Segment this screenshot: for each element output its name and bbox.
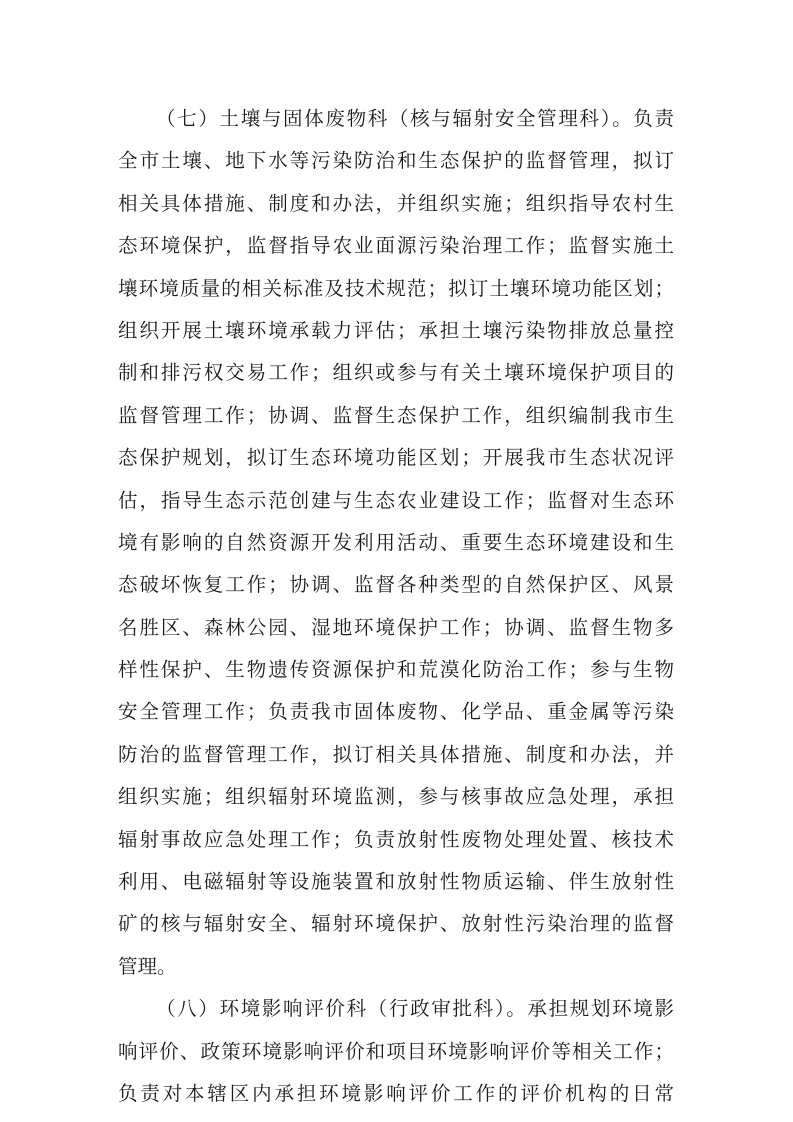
paragraph-line: 安全管理工作；负责我市固体废物、化学品、重金属等污染 — [118, 700, 674, 724]
section-7-heading-line: （七）土壤与固体废物科（核与辐射安全管理科）。负责 — [156, 107, 674, 130]
paragraph-line: 辐射事故应急处理工作；负责放射性废物处理处置、核技术 — [118, 827, 674, 851]
paragraph-line: 防治的监督管理工作，拟订相关具体措施、制度和办法，并 — [118, 742, 674, 766]
paragraph-line: 样性保护、生物遗传资源保护和荒漠化防治工作；参与生物 — [118, 658, 674, 682]
paragraph-line: 壤环境质量的相关标准及技术规范；拟订土壤环境功能区划； — [118, 276, 674, 300]
paragraph-line: 负责对本辖区内承担环境影响评价工作的评价机构的日常 — [118, 1081, 674, 1105]
paragraph-line: 响评价、政策环境影响评价和项目环境影响评价等相关工作； — [118, 1039, 674, 1063]
paragraph-line: 态破坏恢复工作；协调、监督各种类型的自然保护区、风景 — [118, 573, 674, 597]
paragraph-line: 境有影响的自然资源开发利用活动、重要生态环境建设和生 — [118, 530, 674, 554]
paragraph-line: 名胜区、森林公园、湿地环境保护工作；协调、监督生物多 — [118, 615, 674, 639]
paragraph-line: 组织实施；组织辐射环境监测，参与核事故应急处理，承担 — [118, 785, 674, 809]
paragraph-line: 组织开展土壤环境承载力评估；承担土壤污染物排放总量控 — [118, 318, 674, 342]
paragraph-line: 态保护规划，拟订生态环境功能区划；开展我市生态状况评 — [118, 446, 674, 470]
paragraph-line: 矿的核与辐射安全、辐射环境保护、放射性污染治理的监督 — [118, 912, 674, 936]
section-8-heading-line: （八）环境影响评价科（行政审批科）。承担规划环境影 — [156, 997, 674, 1021]
paragraph-line: 估，指导生态示范创建与生态农业建设工作；监督对生态环 — [118, 488, 674, 512]
paragraph-line: 全市土壤、地下水等污染防治和生态保护的监督管理，拟订 — [118, 149, 674, 173]
paragraph-line: 态环境保护，监督指导农业面源污染治理工作；监督实施土 — [118, 234, 674, 258]
paragraph-line: 利用、电磁辐射等设施装置和放射性物质运输、伴生放射性 — [118, 870, 674, 894]
paragraph-line: 监督管理工作；协调、监督生态保护工作，组织编制我市生 — [118, 403, 674, 427]
paragraph-line: 相关具体措施、制度和办法，并组织实施；组织指导农村生 — [118, 191, 674, 215]
paragraph-last-line: 管理。 — [118, 954, 177, 978]
paragraph-line: 制和排污权交易工作；组织或参与有关土壤环境保护项目的 — [118, 361, 674, 385]
body-text — [118, 98, 674, 1115]
